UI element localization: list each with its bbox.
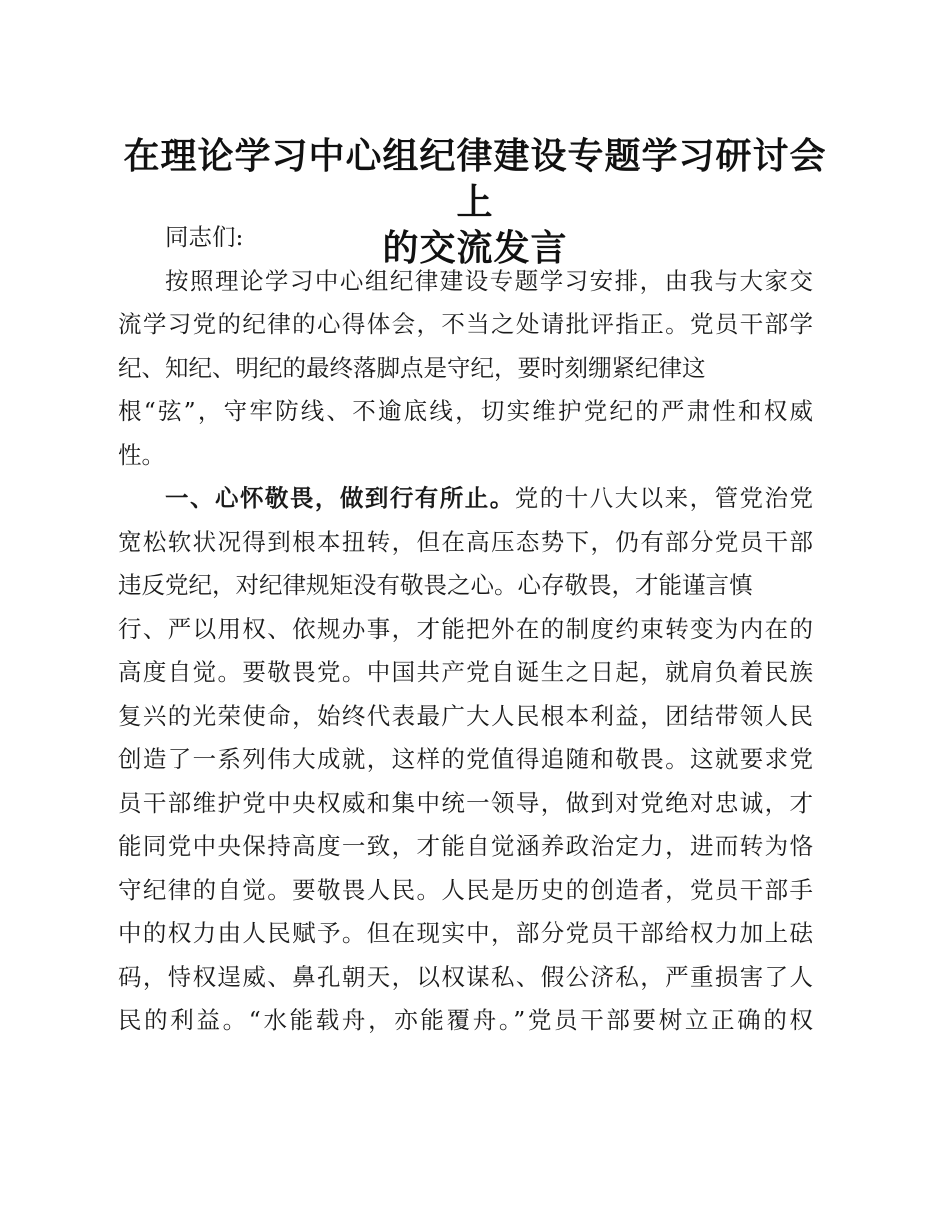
paragraph-line: 流学习党的纪律的心得体会，不当之处请批评指正。党员干部学 (118, 310, 813, 338)
paragraph-2 (118, 477, 813, 1043)
paragraph-line: 宽松软状况得到根本扭转，但在高压态势下，仍有部分党员干部 (118, 527, 813, 556)
paragraph-line: 员干部维护党中央权威和集中统一领导，做到对党绝对忠诚，才 (118, 788, 813, 817)
title-line-1: 在理论学习中心组纪律建设专题学习研讨会上 (123, 135, 827, 223)
paragraph-line: 码，恃权逞威、鼻孔朝天，以权谋私、假公济私，严重损害了人 (118, 962, 813, 991)
paragraph-1 (118, 260, 813, 478)
paragraph-line: 能同党中央保持高度一致，才能自觉涵养政治定力，进而转为恪 (118, 832, 813, 860)
paragraph-line: 违反党纪，对纪律规矩没有敬畏之心。心存敬畏，才能谨言慎 (118, 571, 753, 599)
paragraph-first-line (118, 477, 813, 521)
paragraph-line: 性。 (118, 440, 165, 469)
paragraph-line: 守纪律的自觉。要敬畏人民。人民是历史的创造者，党员干部手 (118, 875, 813, 904)
paragraph-line: 中的权力由人民赋予。但在现实中，部分党员干部给权力加上砝 (118, 919, 813, 947)
salutation: 同志们: (165, 223, 244, 251)
paragraph-line: 复兴的光荣使命，始终代表最广大人民根本利益，团结带领人民 (118, 701, 813, 730)
document-body (118, 216, 813, 1043)
paragraph-line: 根“弦”，守牢防线、不逾底线，切实维护党纪的严肃性和权威 (118, 397, 813, 425)
title-line-2: 的交流发言 (382, 227, 568, 269)
paragraph-line: 按照理论学习中心组纪律建设专题学习安排，由我与大家交 (165, 266, 813, 295)
paragraph-line: 创造了一系列伟大成就，这样的党值得追随和敬畏。这就要求党 (118, 745, 813, 773)
paragraph-line-rest: 党的十八大以来，管党治党 (514, 484, 814, 512)
section-heading: 一、心怀敬畏，做到行有所止。 (165, 484, 515, 512)
paragraph-line: 民的利益。“水能载舟，亦能覆舟。”党员干部要树立正确的权 (118, 1006, 813, 1034)
paragraph-line: 纪、知纪、明纪的最终落脚点是守纪，要时刻绷紧纪律这 (118, 353, 706, 382)
paragraph-line: 高度自觉。要敬畏党。中国共产党自诞生之日起，就肩负着民族 (118, 658, 813, 686)
paragraph-line: 行、严以用权、依规办事，才能把外在的制度约束转变为内在的 (118, 614, 813, 643)
